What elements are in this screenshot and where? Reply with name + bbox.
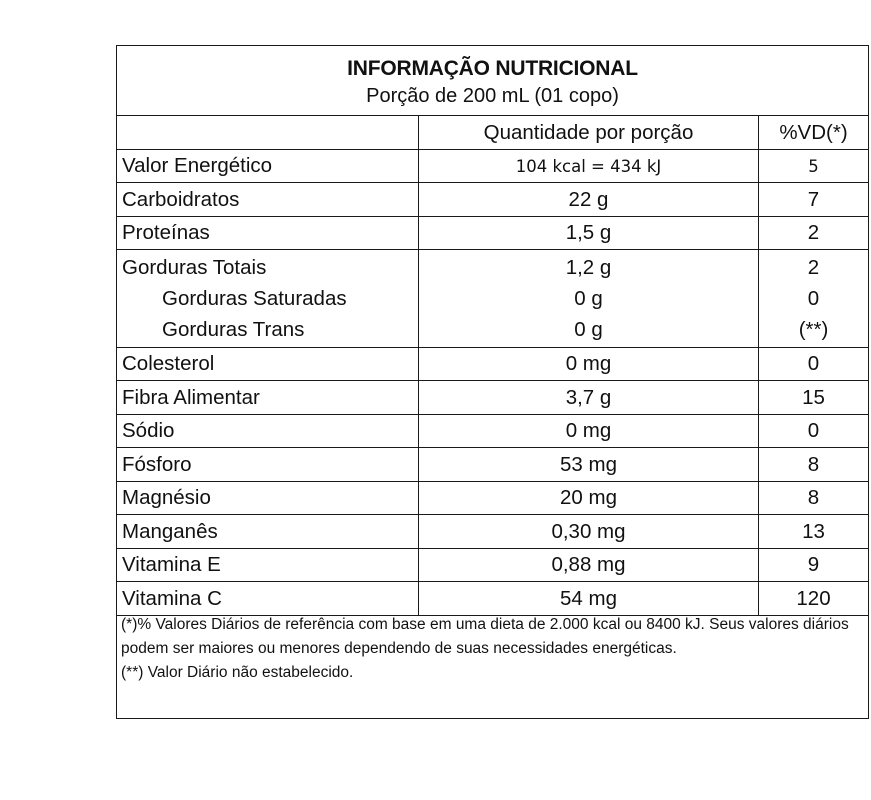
nutrient-dv: (**): [798, 318, 829, 341]
nutrient-quantity: 3,7 g: [419, 381, 759, 414]
column-header-nutrient: [117, 116, 419, 149]
nutrient-dv: 2: [807, 256, 820, 279]
nutrient-quantity: 0 mg: [419, 348, 759, 380]
nutrient-dv: 7: [807, 187, 820, 211]
nutrient-name: Gorduras Totais: [122, 256, 267, 279]
nutrient-name: Sódio: [117, 415, 419, 447]
nutrient-name: Manganês: [117, 515, 419, 548]
table-row: [117, 381, 868, 415]
table-row: [117, 415, 868, 448]
footnotes: [117, 613, 868, 685]
nutrient-name: Fósforo: [117, 448, 419, 481]
column-header-row: [117, 116, 868, 150]
fat-quantities: [419, 250, 759, 347]
nutrient-quantity: 53 mg: [419, 448, 759, 481]
nutrient-grid: [117, 116, 868, 616]
nutrient-quantity: 0 g: [574, 287, 603, 310]
nutrient-quantity: 22 g: [419, 183, 759, 216]
nutrient-quantity: 54 mg: [419, 582, 759, 615]
table-row: [117, 348, 868, 381]
nutrient-quantity: 1,2 g: [565, 256, 612, 279]
nutrient-quantity: 0,30 mg: [419, 515, 759, 548]
nutrient-name: Colesterol: [117, 348, 419, 380]
table-row: [117, 217, 868, 250]
table-row: [117, 482, 868, 515]
nutrient-quantity: 0 mg: [419, 415, 759, 447]
nutrient-dv: 15: [802, 385, 825, 409]
table-row: [117, 448, 868, 482]
nutrient-dv: 8: [807, 486, 820, 509]
nutrient-dv: 13: [802, 519, 825, 543]
nutrient-quantity: 1,5 g: [419, 217, 759, 249]
nutrient-name: Proteínas: [117, 217, 419, 249]
nutrient-quantity: 104 kcal = 434 kJ: [419, 150, 759, 182]
nutrient-name: Carboidratos: [117, 183, 419, 216]
serving-size: Porção de 200 mL (01 copo): [366, 85, 619, 107]
nutrient-dv: 5: [808, 156, 819, 176]
table-title: INFORMAÇÃO NUTRICIONAL: [347, 57, 638, 80]
fat-names: [117, 250, 419, 347]
fat-dvs: [759, 250, 868, 347]
nutrient-name: Fibra Alimentar: [117, 381, 419, 414]
table-row: [117, 515, 868, 549]
table-row: [117, 549, 868, 582]
nutrient-name: Magnésio: [117, 482, 419, 514]
nutrition-facts-table: [116, 45, 869, 719]
fat-group-row: [117, 250, 868, 348]
nutrient-quantity: 0,88 mg: [419, 549, 759, 581]
table-row: [117, 183, 868, 217]
nutrient-name: Vitamina E: [117, 549, 419, 581]
column-header-quantity: Quantidade por porção: [419, 116, 759, 149]
nutrient-name-sub: Gorduras Trans: [162, 318, 305, 341]
nutrient-dv: 0: [807, 352, 820, 375]
nutrient-name-sub: Gorduras Saturadas: [162, 287, 347, 310]
table-row: [117, 582, 868, 616]
nutrient-dv: 0: [807, 419, 820, 442]
nutrient-dv: 8: [807, 452, 820, 476]
nutrient-dv: 0: [807, 287, 820, 310]
nutrient-dv: 120: [796, 586, 831, 610]
table-row: [117, 150, 868, 183]
nutrient-quantity: 20 mg: [419, 482, 759, 514]
nutrient-name: Valor Energético: [117, 150, 419, 182]
column-header-dv: %VD(*): [779, 120, 848, 144]
table-header: [117, 46, 868, 116]
footnote-dv-reference: (*)% Valores Diários de referência com base em uma dieta de 2.000 kcal ou 8400 kJ. Seus valores diários podem ser maiores ou menores dependendo de suas necessidades energéticas.: [121, 616, 849, 657]
nutrient-name: Vitamina C: [117, 582, 419, 615]
nutrient-dv: 2: [807, 221, 820, 244]
footnote-not-established: (**) Valor Diário não estabelecido.: [121, 664, 354, 681]
nutrient-dv: 9: [807, 553, 820, 576]
nutrient-quantity: 0 g: [574, 318, 603, 341]
